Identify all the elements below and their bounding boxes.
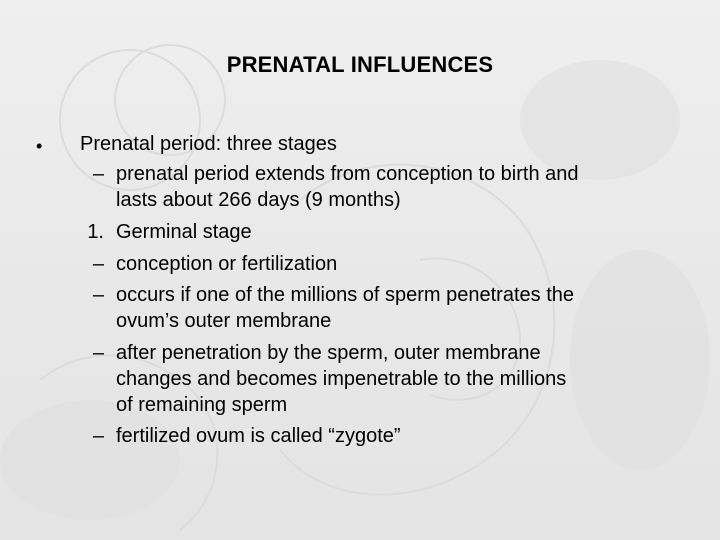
sub-item-marker: – [92, 284, 104, 306]
sub-item-marker: – [92, 425, 104, 447]
sub-item-marker: – [92, 253, 104, 275]
sub-item-line: after penetration by the sperm, outer membrane [116, 342, 541, 364]
sub-item-line: Germinal stage [116, 221, 252, 243]
sub-item-line: occurs if one of the millions of sperm penetrates the [116, 284, 575, 306]
sub-item-marker: – [92, 163, 104, 185]
sub-item-line: changes and becomes impenetrable to the millions [116, 368, 567, 390]
sub-item-line: ovum’s outer membrane [116, 310, 332, 332]
sub-item-line: conception or fertilization [116, 253, 338, 275]
bullet-marker: • [36, 136, 43, 156]
sub-item-line: prenatal period extends from conception to birth and [116, 163, 579, 185]
bullet-heading: Prenatal period: three stages [80, 133, 337, 155]
sub-item-marker: 1. [87, 221, 104, 243]
sub-item-line: lasts about 266 days (9 months) [116, 189, 401, 211]
slide-title: PRENATAL INFLUENCES [226, 52, 494, 77]
sub-item-marker: – [92, 342, 104, 364]
sub-item-line: fertilized ovum is called “zygote” [116, 425, 401, 447]
sub-item-line: of remaining sperm [116, 394, 288, 416]
